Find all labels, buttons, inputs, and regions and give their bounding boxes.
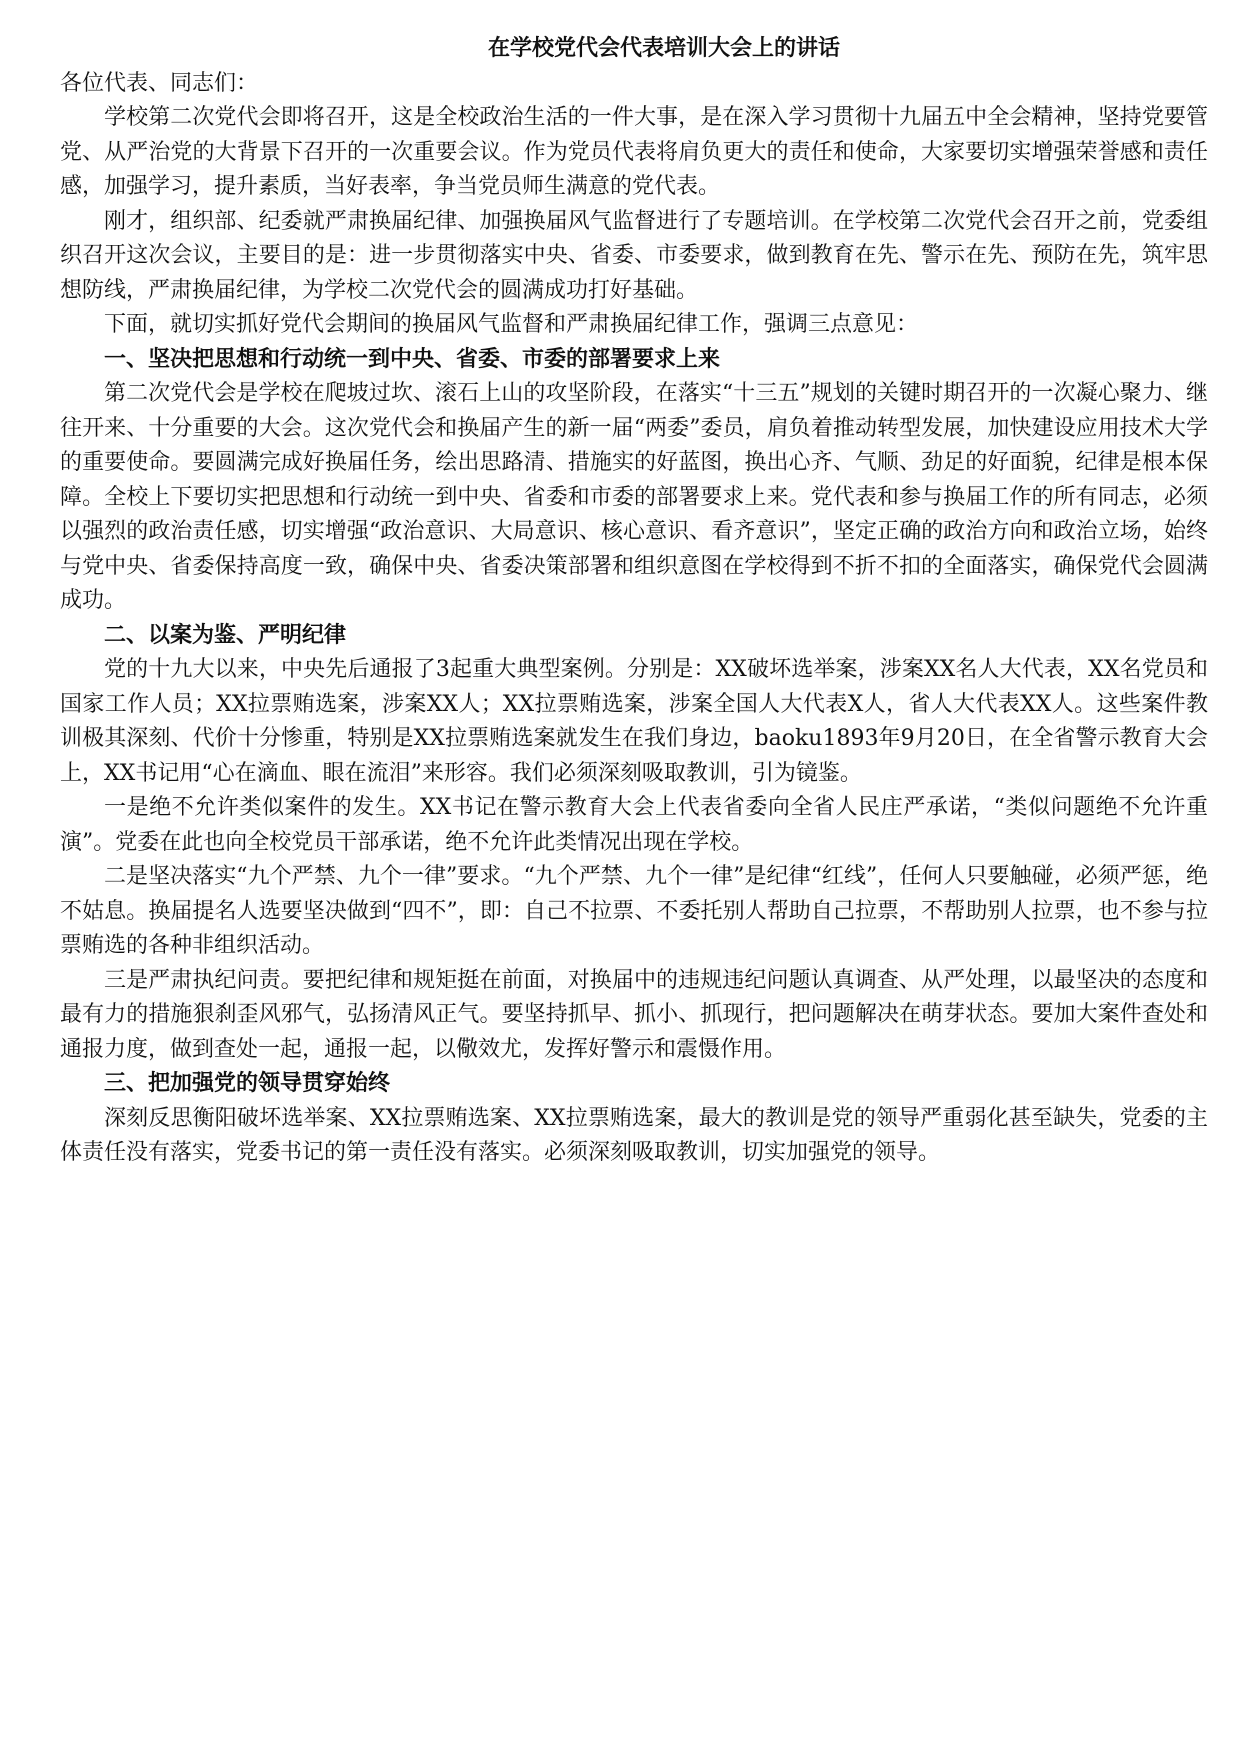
section-heading-2: 二、以案为鉴、严明纪律 xyxy=(104,622,347,648)
document-title: 在学校党代会代表培训大会上的讲话 xyxy=(487,36,840,61)
section-2-paragraph: 一是绝不允许类似案件的发生。XX书记在警示教育大会上代表省委向全省人民庄严承诺，“类似问题绝不允许重演”。党委在此也向全校党员干部承诺，绝不允许此类情况出现在学校。 xyxy=(60,795,1208,855)
intro-paragraph: 下面，就切实抓好党代会期间的换届风气监督和严肃换届纪律工作，强调三点意见： xyxy=(104,312,919,337)
section-2-paragraph: 党的十九大以来，中央先后通报了3起重大典型案例。分别是：XX破坏选举案，涉案XX名人大代表，XX名党员和国家工作人员；XX拉票贿选案，涉案XX人；XX拉票贿选案，涉案全国人大代表X人，省人大代表XX人。这些案件教训极其深刻、代价十分惨重，特别是XX拉票贿选案就发生在我们身边，baoku1893年9月20日，在全省警示教育大会上，XX书记用“心在滴血、眼在流泪”来形容。我们必须深刻吸取教训，引为镜鉴。 xyxy=(60,657,1208,786)
intro-paragraph: 学校第二次党代会即将召开，这是全校政治生活的一件大事，是在深入学习贯彻十九届五中全会精神，坚持党要管党、从严治党的大背景下召开的一次重要会议。作为党员代表将肩负更大的责任和使命，大家要切实增强荣誉感和责任感，加强学习，提升素质，当好表率，争当党员师生满意的党代表。 xyxy=(60,105,1208,199)
document-page xyxy=(60,32,1208,1171)
section-heading-3: 三、把加强党的领导贯穿始终 xyxy=(104,1071,391,1096)
section-heading-1: 一、坚决把思想和行动统一到中央、省委、市委的部署要求上来 xyxy=(104,346,721,372)
section-2-paragraph: 三是严肃执纪问责。要把纪律和规矩挺在前面，对换届中的违规违纪问题认真调查、从严处理，以最坚决的态度和最有力的措施狠刹歪风邪气，弘扬清风正气。要坚持抓早、抓小、抓现行，把问题解决在萌芽状态。要加大案件查处和通报力度，做到查处一起，通报一起，以儆效尤，发挥好警示和震慑作用。 xyxy=(60,967,1208,1062)
section-1-paragraph: 第二次党代会是学校在爬坡过坎、滚石上山的攻坚阶段，在落实“十三五”规划的关键时期召开的一次凝心聚力、继往开来、十分重要的大会。这次党代会和换届产生的新一届“两委”委员，肩负着推动转型发展，加快建设应用技术大学的重要使命。要圆满完成好换届任务，绘出思路清、措施实的好蓝图，换出心齐、气顺、劲足的好面貌，纪律是根本保障。全校上下要切实把思想和行动统一到中央、省委和市委的部署要求上来。党代表和参与换届工作的所有同志，必须以强烈的政治责任感，切实增强“政治意识、大局意识、核心意识、看齐意识”，坚定正确的政治方向和政治立场，始终与党中央、省委保持高度一致，确保中央、省委决策部署和组织意图在学校得到不折不扣的全面落实，确保党代会圆满成功。 xyxy=(60,381,1208,613)
salutation: 各位代表、同志们： xyxy=(60,70,259,96)
section-3-paragraph: 深刻反思衡阳破坏选举案、XX拉票贿选案、XX拉票贿选案，最大的教训是党的领导严重弱化甚至缺失，党委的主体责任没有落实，党委书记的第一责任没有落实。必须深刻吸取教训，切实加强党的领导。 xyxy=(60,1105,1208,1165)
intro-paragraph: 刚才，组织部、纪委就严肃换届纪律、加强换届风气监督进行了专题培训。在学校第二次党代会召开之前，党委组织召开这次会议，主要目的是：进一步贯彻落实中央、省委、市委要求，做到教育在先、警示在先、预防在先，筑牢思想防线，严肃换届纪律，为学校二次党代会的圆满成功打好基础。 xyxy=(60,208,1208,303)
section-2-paragraph: 二是坚决落实“九个严禁、九个一律”要求。“九个严禁、九个一律”是纪律“红线”，任何人只要触碰，必须严惩，绝不姑息。换届提名人选要坚决做到“四不”，即：自己不拉票、不委托别人帮助自己拉票，不帮助别人拉票，也不参与拉票贿选的各种非组织活动。 xyxy=(60,864,1208,958)
